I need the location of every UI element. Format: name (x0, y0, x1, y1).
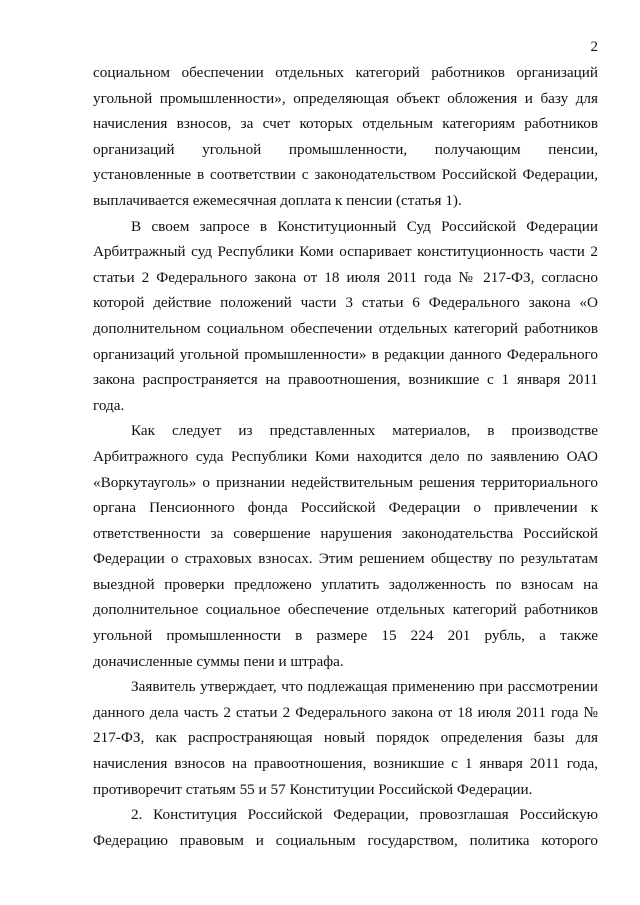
paragraph-applicant-claim: Заявитель утверждает, что подлежащая применению при рассмотрении данного дела часть 2 статьи 2 Федерального закона от 18 июля 2011 года № 217-ФЗ, как распространяющая новый порядок определения базы для начисления взносов на правоотношения, возникшие с 1 января 2011 года, противоречит статьям 55 и 57 Конституции Российской Федерации. (93, 678, 598, 798)
document-body (93, 60, 598, 853)
page-number: 2 (590, 39, 598, 55)
paragraph-court-request: В своем запросе в Конституционный Суд Российской Федерации Арбитражный суд Республики Коми оспаривает конституционность части 2 статьи 2 Федерального закона от 18 июля 2011 года № 217-ФЗ, согласно которой действие положений части 3 статьи 6 Федерального закона «О дополнительном социальном обеспечении отдельных категорий работников организаций угольной промышленности» в редакции данного Федерального закона распространяется на правоотношения, возникшие с 1 января 2011 года. (93, 217, 598, 414)
paragraph-continuation: социальном обеспечении отдельных категорий работников организаций угольной промышленности», определяющая объект обложения и базу для начисления взносов, за счет которых отдельным категориям работников организаций угольной промышленности, получающим пенсии, установленные в соответствии с законодательством Российской Федерации, выплачивается ежемесячная доплата к пенсии (статья 1). (93, 64, 598, 209)
paragraph-case-materials: Как следует из представленных материалов, в производстве Арбитражного суда Республики Коми находится дело по заявлению ОАО «Воркутауголь» о признании недействительным решения территориального органа Пенсионного фонда Российской Федерации о привлечении к ответственности за совершение нарушения законодательства Российской Федерации о страховых взносах. Этим решением обществу по результатам выездной проверки предложено уплатить задолженность по взносам на дополнительное социальное обеспечение отдельных категорий работников угольной промышленности в размере 15 224 201 рубль, а также доначисленные суммы пени и штрафа. (93, 422, 598, 670)
paragraph-constitution: 2. Конституция Российской Федерации, провозглашая Российскую Федерацию правовым и социальным государством, политика которого (93, 806, 598, 849)
